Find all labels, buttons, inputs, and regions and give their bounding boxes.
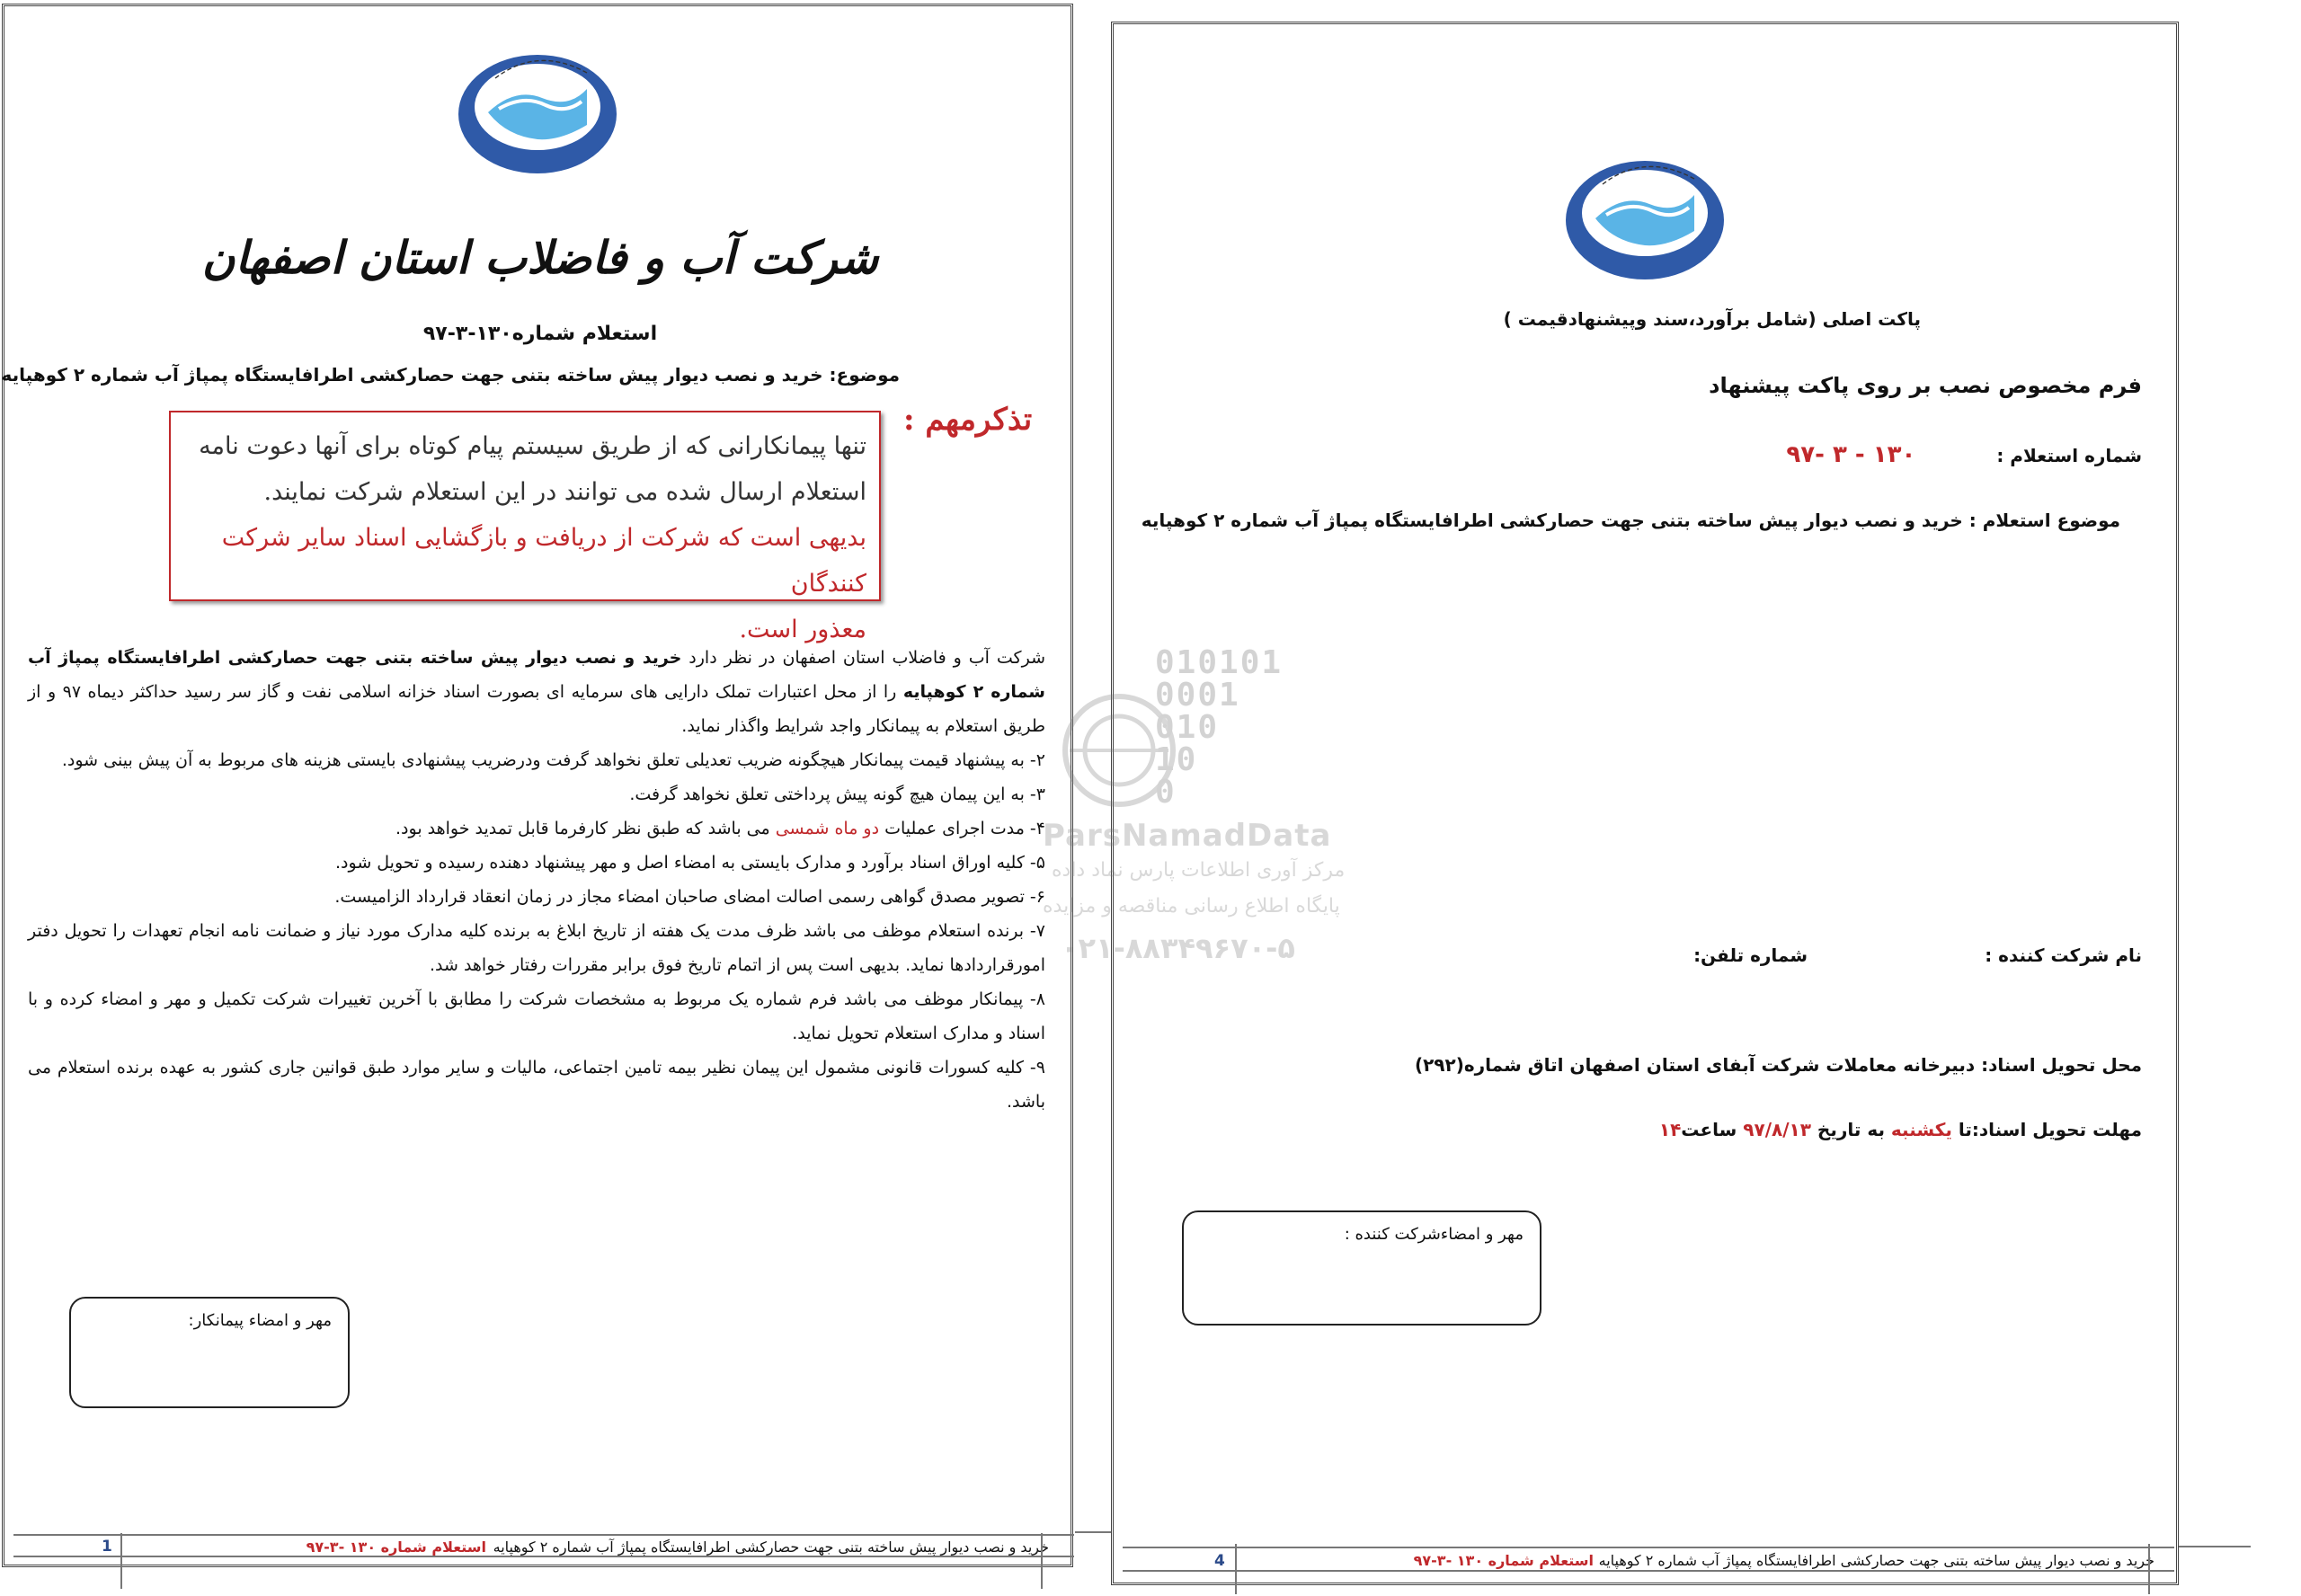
deadline-hour: ۱۴ (1658, 1119, 1682, 1140)
notice-line: بدیهی است که شرکت از دریافت و بازگشایی اسناد سایر شرکت کنندگان (221, 524, 866, 598)
footer-inquiry: استعلام شماره ۱۳۰ -۳-۹۷ (306, 1538, 486, 1556)
deadline-date: ۹۷/۸/۱۳ (1743, 1119, 1811, 1140)
condition-item: ۹- کلیه کسورات قانونی مشمول این پیمان نظیر بیمه تامین اجتماعی، مالیات و سایر موارد طبق قوانین جاری کشور به عهده برنده استعلام می باشد. (28, 1058, 1045, 1112)
delivery-deadline (1659, 1119, 2142, 1140)
deadline-text: به تاریخ (1810, 1119, 1891, 1140)
inquiry-number: استعلام شماره۱۳۰-۳-۹۷ (422, 323, 658, 345)
inquiry-label: شماره استعلام : (1996, 445, 2142, 466)
notice-line: استعلام ارسال شده می توانند در این استعلام شرکت نمایند. (263, 478, 866, 506)
notice-label: تذکرمهم : (903, 402, 1033, 438)
condition-item: ۸- پیمانکار موظف می باشد فرم شماره یک مربوط به مشخصات شرکت را مطابق با آخرین تغییرات شرکت تکمیل و مهر و امضاء کرده و با اسناد و مدارک استعلام تحویل نماید. (28, 989, 1045, 1043)
watermark-binary: 010101 0001 010 10 0 (1155, 644, 1284, 811)
condition-item (28, 811, 1045, 846)
footer-inquiry: استعلام شماره ۱۳۰ -۳-۹۷ (1413, 1552, 1594, 1569)
inquiry-value: ۱۳۰ - ۳ -۹۷ (1786, 441, 1916, 468)
delivery-place: محل تحویل اسناد: دبیرخانه معاملات شرکت آبفای استان اصفهان اتاق شماره(۲۹۲) (1414, 1054, 2142, 1076)
notice-box (169, 411, 881, 643)
item-text: می باشد که طبق نظر کارفرما قابل تمدید خواهد بود. (395, 819, 776, 838)
company-title: شرکت آب و فاضلاب استان اصفهان (201, 231, 879, 284)
form-title: فرم مخصوص نصب بر روی پاکت پیشنهاد (1709, 373, 2142, 398)
footer-subject: خرید و نصب دیوار پیش ساخته بتنی جهت حصارکشی اطرافایستگاه پمپاژ آب شماره ۲ کوهپایه (493, 1538, 1049, 1556)
footer-tick (120, 1533, 122, 1589)
deadline-text: مهلت تحویل اسناد:تا (1951, 1119, 2142, 1140)
footer-tick (1235, 1544, 1237, 1594)
conditions-body (28, 641, 1045, 1119)
contractor-signature-box (69, 1297, 350, 1408)
document-page-4 (1111, 22, 2179, 1585)
watermark-text: مرکز آوری اطلاعات پارس نماد داده (1052, 859, 1346, 882)
footer-subject: خرید و نصب دیوار پیش ساخته بتنی جهت حصارکشی اطرافایستگاه پمپاژ آب شماره ۲ کوهپایه (1598, 1552, 2154, 1569)
deadline-day: یکشنبه (1890, 1119, 1952, 1140)
footer-tick (2148, 1544, 2150, 1594)
watermark-phone: ۰۲۱-۸۸۳۴۹۶۷۰-۵ (1061, 931, 1295, 965)
inquiry-number-row (1786, 441, 2142, 468)
condition-item: ۶- تصویر مصدق گواهی رسمی اصالت امضای صاحبان امضاء مجاز در زمان انعقاد قرارداد الزامیست. (334, 887, 1045, 907)
intro-text: شرکت آب و فاضلاب استان اصفهان در نظر دارد (681, 648, 1045, 668)
bidder-signature-box (1182, 1210, 1541, 1326)
notice-line: معذور است. (739, 616, 866, 643)
company-name-label: نام شرکت کننده : (1985, 944, 2142, 966)
water-company-logo (1559, 148, 1730, 283)
condition-item: ۵- کلیه اوراق اسناد برآورد و مدارک بایستی به امضاء اصل و مهر پیشنهاد دهنده رسیده و تحویل شود. (335, 853, 1045, 873)
phone-label: شماره تلفن: (1693, 944, 1808, 966)
footer-divider (1075, 1531, 1111, 1533)
signature-label: مهر و امضاءشرکت کننده : (1344, 1225, 1524, 1244)
page-number: 4 (1214, 1552, 1225, 1570)
intro-text: را از محل اعتبارات تملک دارایی های سرمایه ای بصورت اسناد خزانه اسلامی نفت و گاز سر رسید حداکثر دیماه ۹۷ و از طریق استعلام به پیمانکار واجد شرایط واگذار نماید. (28, 682, 1045, 736)
watermark-text: پایگاه اطلاع رسانی مناقصه و مزایده (1043, 895, 1340, 918)
item-text: ۴- مدت اجرای عملیات (879, 819, 1045, 838)
inquiry-subject: موضوع استعلام : خرید و نصب دیوار پیش ساخته بتنی جهت حصارکشی اطرافایستگاه پمپاژ آب شماره ۲ کوهپایه (1141, 510, 2120, 531)
footer-divider (1123, 1570, 2174, 1572)
packet-label: پاکت اصلی (شامل برآورد،سند وپیشنهادقیمت ) (1503, 308, 1921, 330)
condition-item: ۷- برنده استعلام موظف می باشد ظرف مدت یک هفته از تاریخ ابلاغ به برنده کلیه مدارک مورد نیاز و ضمانت نامه انجام تعهدات را تحویل دفتر امورقراردادها نماید. بدیهی است پس از اتمام تاریخ فوق برابر مقررات رفتار خواهد شد. (28, 921, 1045, 975)
footer-divider (13, 1534, 1074, 1536)
signature-label: مهر و امضاء پیمانکار: (188, 1311, 332, 1330)
footer-tick (1041, 1533, 1043, 1589)
deadline-text: ساعت (1681, 1119, 1744, 1140)
duration-highlight: دو ماه شمسی (775, 819, 880, 838)
intro-subject: خرید و نصب دیوار پیش ساخته بتنی جهت حصارکشی اطرافایستگاه پمپاژ آب شماره ۲ کوهپایه (28, 648, 1045, 702)
water-company-logo (452, 42, 623, 177)
footer-divider (1123, 1547, 2174, 1548)
footer-divider (2179, 1546, 2251, 1547)
intro-paragraph (28, 641, 1045, 743)
inquiry-subject: موضوع: خرید و نصب دیوار پیش ساخته بتنی جهت حصارکشی اطرافایستگاه پمپاژ آب شماره ۲ کوهپایه (1, 364, 900, 386)
document-page-1 (2, 4, 1073, 1567)
notice-line: تنها پیمانکارانی که از طریق سیستم پیام کوتاه برای آنها دعوت نامه (199, 432, 866, 460)
watermark-brand: ParsNamadData (1043, 818, 1332, 854)
condition-item: ۲- به پیشنهاد قیمت پیمانکار هیچگونه ضریب تعدیلی تعلق نخواهد گرفت ودرضریب پیشنهادی بایستی هزینه های مربوط به آن پیش بینی شود. (61, 750, 1045, 770)
condition-item: ۳- به این پیمان هیچ گونه پیش پرداختی تعلق نخواهد گرفت. (629, 785, 1045, 804)
footer-divider (13, 1556, 1074, 1557)
page-number: 1 (102, 1538, 112, 1556)
